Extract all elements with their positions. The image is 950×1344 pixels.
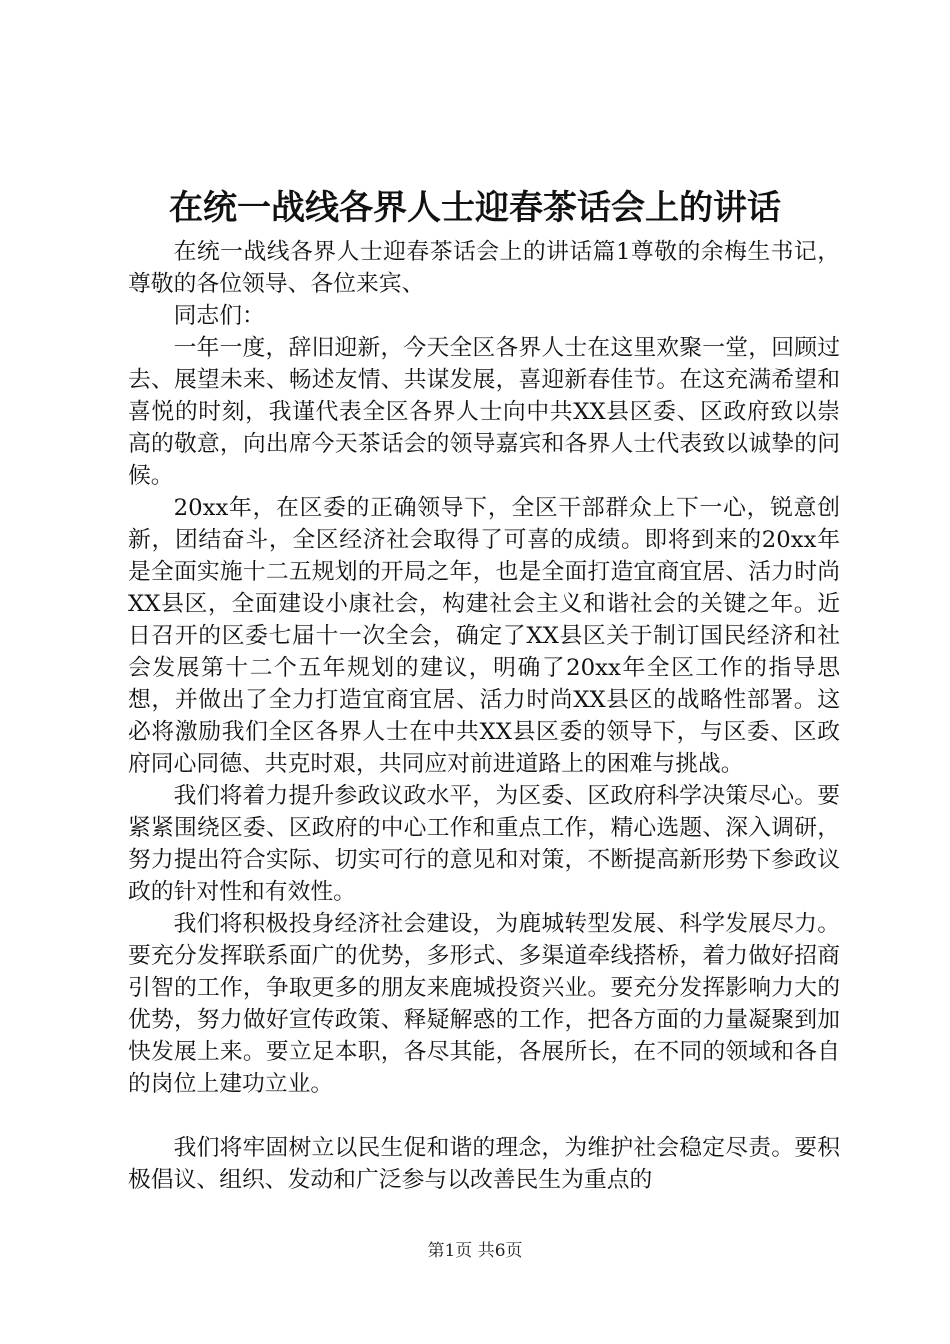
paragraph-economy: 我们将积极投身经济社会建设，为鹿城转型发展、科学发展尽力。要充分发挥联系面广的优势，多形式、多渠道牵线搭桥，着力做好招商引智的工作，争取更多的朋友来鹿城投资兴业。要充分发挥影响力大的优势，努力做好宣传政策、释疑解惑的工作，把各方面的力量凝聚到加快发展上来。要立足本职，各尽其能，各展所长，在不同的领域和各自的岗位上建功立业。 — [128, 911, 840, 1097]
paragraph-new-year: 一年一度，辞旧迎新，今天全区各界人士在这里欢聚一堂，回顾过去、展望未来、畅述友情、共谋发展，喜迎新春佳节。在这充满希望和喜悦的时刻，我谨代表全区各界人士向中共XX县区委、区政府致以崇高的敬意，向出席今天茶话会的领导嘉宾和各界人士代表致以诚挚的问候。 — [128, 335, 840, 489]
page-number: 第1页 共6页 — [427, 1241, 523, 1261]
document-body — [128, 236, 840, 1196]
page-footer — [0, 1240, 950, 1262]
paragraph-greeting: 同志们： — [173, 303, 265, 329]
paragraph-livelihood: 我们将牢固树立以民生促和谐的理念，为维护社会稳定尽责。要积极倡议、组织、发动和广泛参与以改善民生为重点的 — [128, 1135, 840, 1193]
paragraph-politics: 我们将着力提升参政议政水平，为区委、区政府科学决策尽心。要紧紧围绕区委、区政府的中心工作和重点工作，精心选题、深入调研，努力提出符合实际、切实可行的意见和对策，不断提高新形势下参政议政的针对性和有效性。 — [128, 783, 840, 905]
document-title: 在统一战线各界人士迎春茶话会上的讲话 — [169, 188, 781, 228]
paragraph-intro: 在统一战线各界人士迎春茶话会上的讲话篇1尊敬的余梅生书记，尊敬的各位领导、各位来宾、 — [128, 239, 840, 297]
paragraph-achievements: 20xx年，在区委的正确领导下，全区干部群众上下一心，锐意创新，团结奋斗，全区经济社会取得了可喜的成绩。即将到来的20xx年是全面实施十二五规划的开局之年，也是全面打造宜商宜居、活力时尚XX县区，全面建设小康社会，构建社会主义和谐社会的关键之年。近日召开的区委七届十一次全会，确定了XX县区关于制订国民经济和社会发展第十二个五年规划的建议，明确了20xx年全区工作的指导思想，并做出了全力打造宜商宜居、活力时尚XX县区的战略性部署。这必将激励我们全区各界人士在中共XX县区委的领导下，与区委、区政府同心同德、共克时艰，共同应对前进道路上的困难与挑战。 — [128, 495, 840, 777]
